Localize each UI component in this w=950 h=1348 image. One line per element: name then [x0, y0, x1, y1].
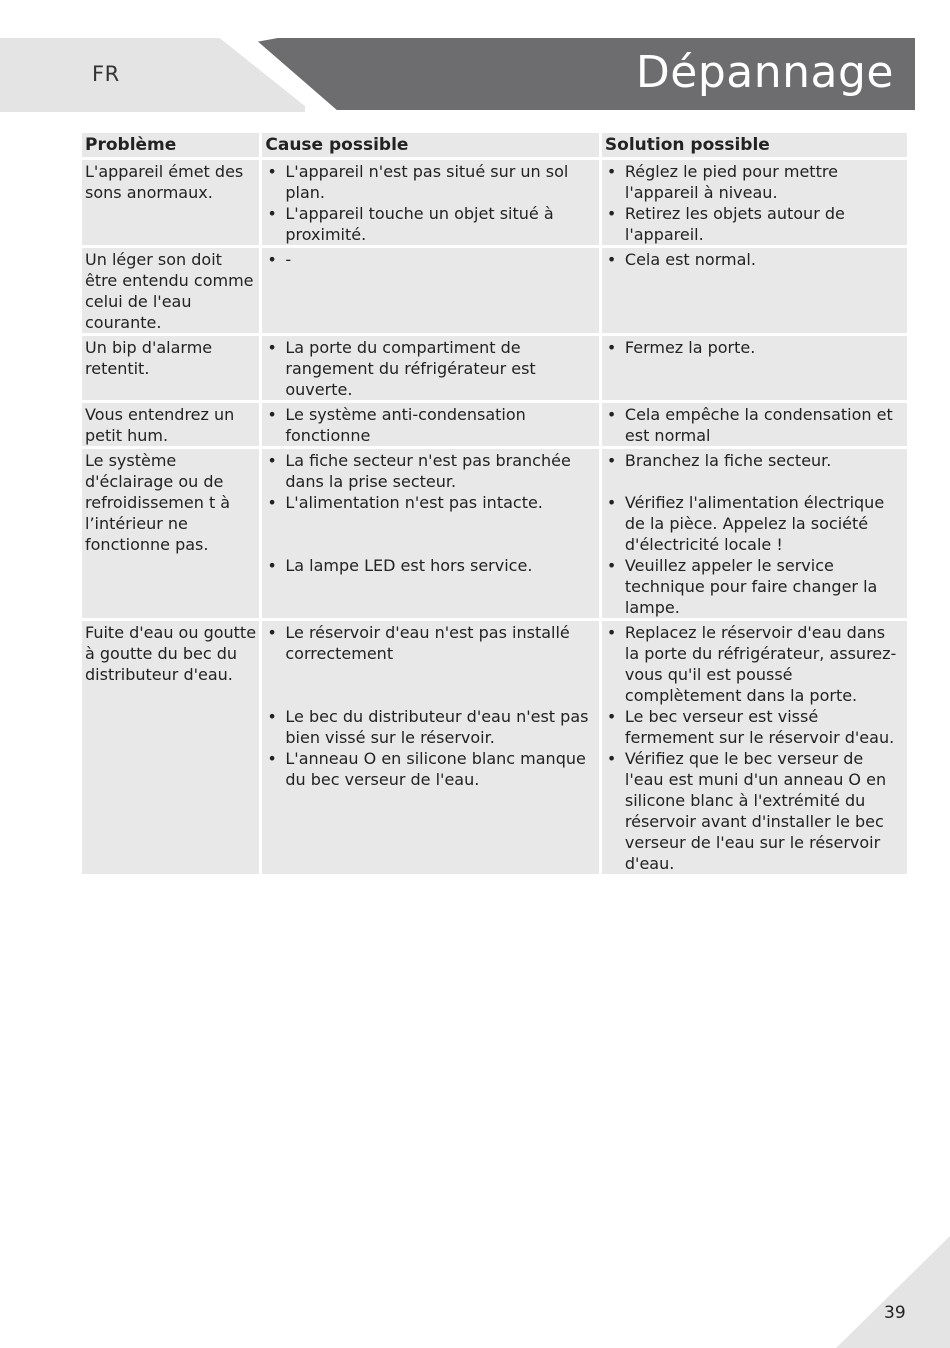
cause-item: • L'appareil touche un objet situé à proximité. [265, 203, 596, 245]
solution-cell [602, 248, 907, 333]
problem-cell: Un bip d'alarme retentit. [82, 336, 259, 400]
table-row [82, 449, 907, 618]
cause-item: • La fiche secteur n'est pas branchée dans la prise secteur. [265, 450, 596, 492]
solution-cell [602, 160, 907, 245]
cause-item: • L'alimentation n'est pas intacte. [265, 492, 596, 513]
troubleshooting-table [79, 130, 910, 877]
solution-item: • Retirez les objets autour de l'appareil. [605, 203, 904, 245]
solution-item: • Vérifiez l'alimentation électrique de la pièce. Appelez la société d'électricité locale ! [605, 492, 904, 555]
cause-item: • La porte du compartiment de rangement du réfrigérateur est ouverte. [265, 337, 596, 400]
cause-item: • Le bec du distributeur d'eau n'est pas bien vissé sur le réservoir. [265, 706, 596, 748]
cause-item: • Le système anti-condensation fonctionne [265, 404, 596, 446]
language-label: FR [92, 62, 120, 86]
table-row [82, 403, 907, 446]
header-solution: Solution possible [602, 133, 907, 157]
problem-cell: Le système d'éclairage ou de refroidissemen t à l’intérieur ne fonctionne pas. [82, 449, 259, 618]
cause-item: • L'anneau O en silicone blanc manque du bec verseur de l'eau. [265, 748, 596, 790]
solution-item: • Vérifiez que le bec verseur de l'eau est muni d'un anneau O en silicone blanc à l'extrémité du réservoir avant d'installer le bec verseur de l'eau sur le réservoir d'eau. [605, 748, 904, 874]
header-left-tab [0, 38, 305, 112]
solution-cell [602, 449, 907, 618]
cause-item: • L'appareil n'est pas situé sur un sol plan. [265, 161, 596, 203]
header-problem: Problème [82, 133, 259, 157]
cause-item: • - [265, 249, 596, 270]
page-corner-decoration [836, 1236, 950, 1348]
solution-cell [602, 336, 907, 400]
cause-cell [262, 160, 599, 245]
solution-item: • Branchez la fiche secteur. [605, 450, 904, 471]
cause-cell [262, 403, 599, 446]
table-row [82, 160, 907, 245]
cause-item: • Le réservoir d'eau n'est pas installé correctement [265, 622, 596, 664]
table-row [82, 336, 907, 400]
solution-cell [602, 403, 907, 446]
cause-cell [262, 336, 599, 400]
cause-item: • La lampe LED est hors service. [265, 555, 596, 576]
page-number: 39 [884, 1303, 906, 1323]
solution-item: • Veuillez appeler le service technique pour faire changer la lampe. [605, 555, 904, 618]
problem-cell: L'appareil émet des sons anormaux. [82, 160, 259, 245]
page-title: Dépannage [635, 47, 894, 98]
solution-item: • Fermez la porte. [605, 337, 904, 358]
solution-item: • Cela est normal. [605, 249, 904, 270]
solution-cell [602, 621, 907, 874]
problem-cell: Un léger son doit être entendu comme celui de l'eau courante. [82, 248, 259, 333]
solution-item: • Réglez le pied pour mettre l'appareil à niveau. [605, 161, 904, 203]
solution-item: • Le bec verseur est vissé fermement sur le réservoir d'eau. [605, 706, 904, 748]
table-header-row [82, 133, 907, 157]
cause-cell [262, 248, 599, 333]
header-cause: Cause possible [262, 133, 599, 157]
problem-cell: Fuite d'eau ou goutte à goutte du bec du distributeur d'eau. [82, 621, 259, 874]
problem-cell: Vous entendrez un petit hum. [82, 403, 259, 446]
table-row [82, 248, 907, 333]
solution-item: • Replacez le réservoir d'eau dans la porte du réfrigérateur, assurez-vous qu'il est poussé complètement dans la porte. [605, 622, 904, 706]
solution-item: • Cela empêche la condensation et est normal [605, 404, 904, 446]
table-row [82, 621, 907, 874]
cause-cell [262, 621, 599, 874]
cause-cell [262, 449, 599, 618]
